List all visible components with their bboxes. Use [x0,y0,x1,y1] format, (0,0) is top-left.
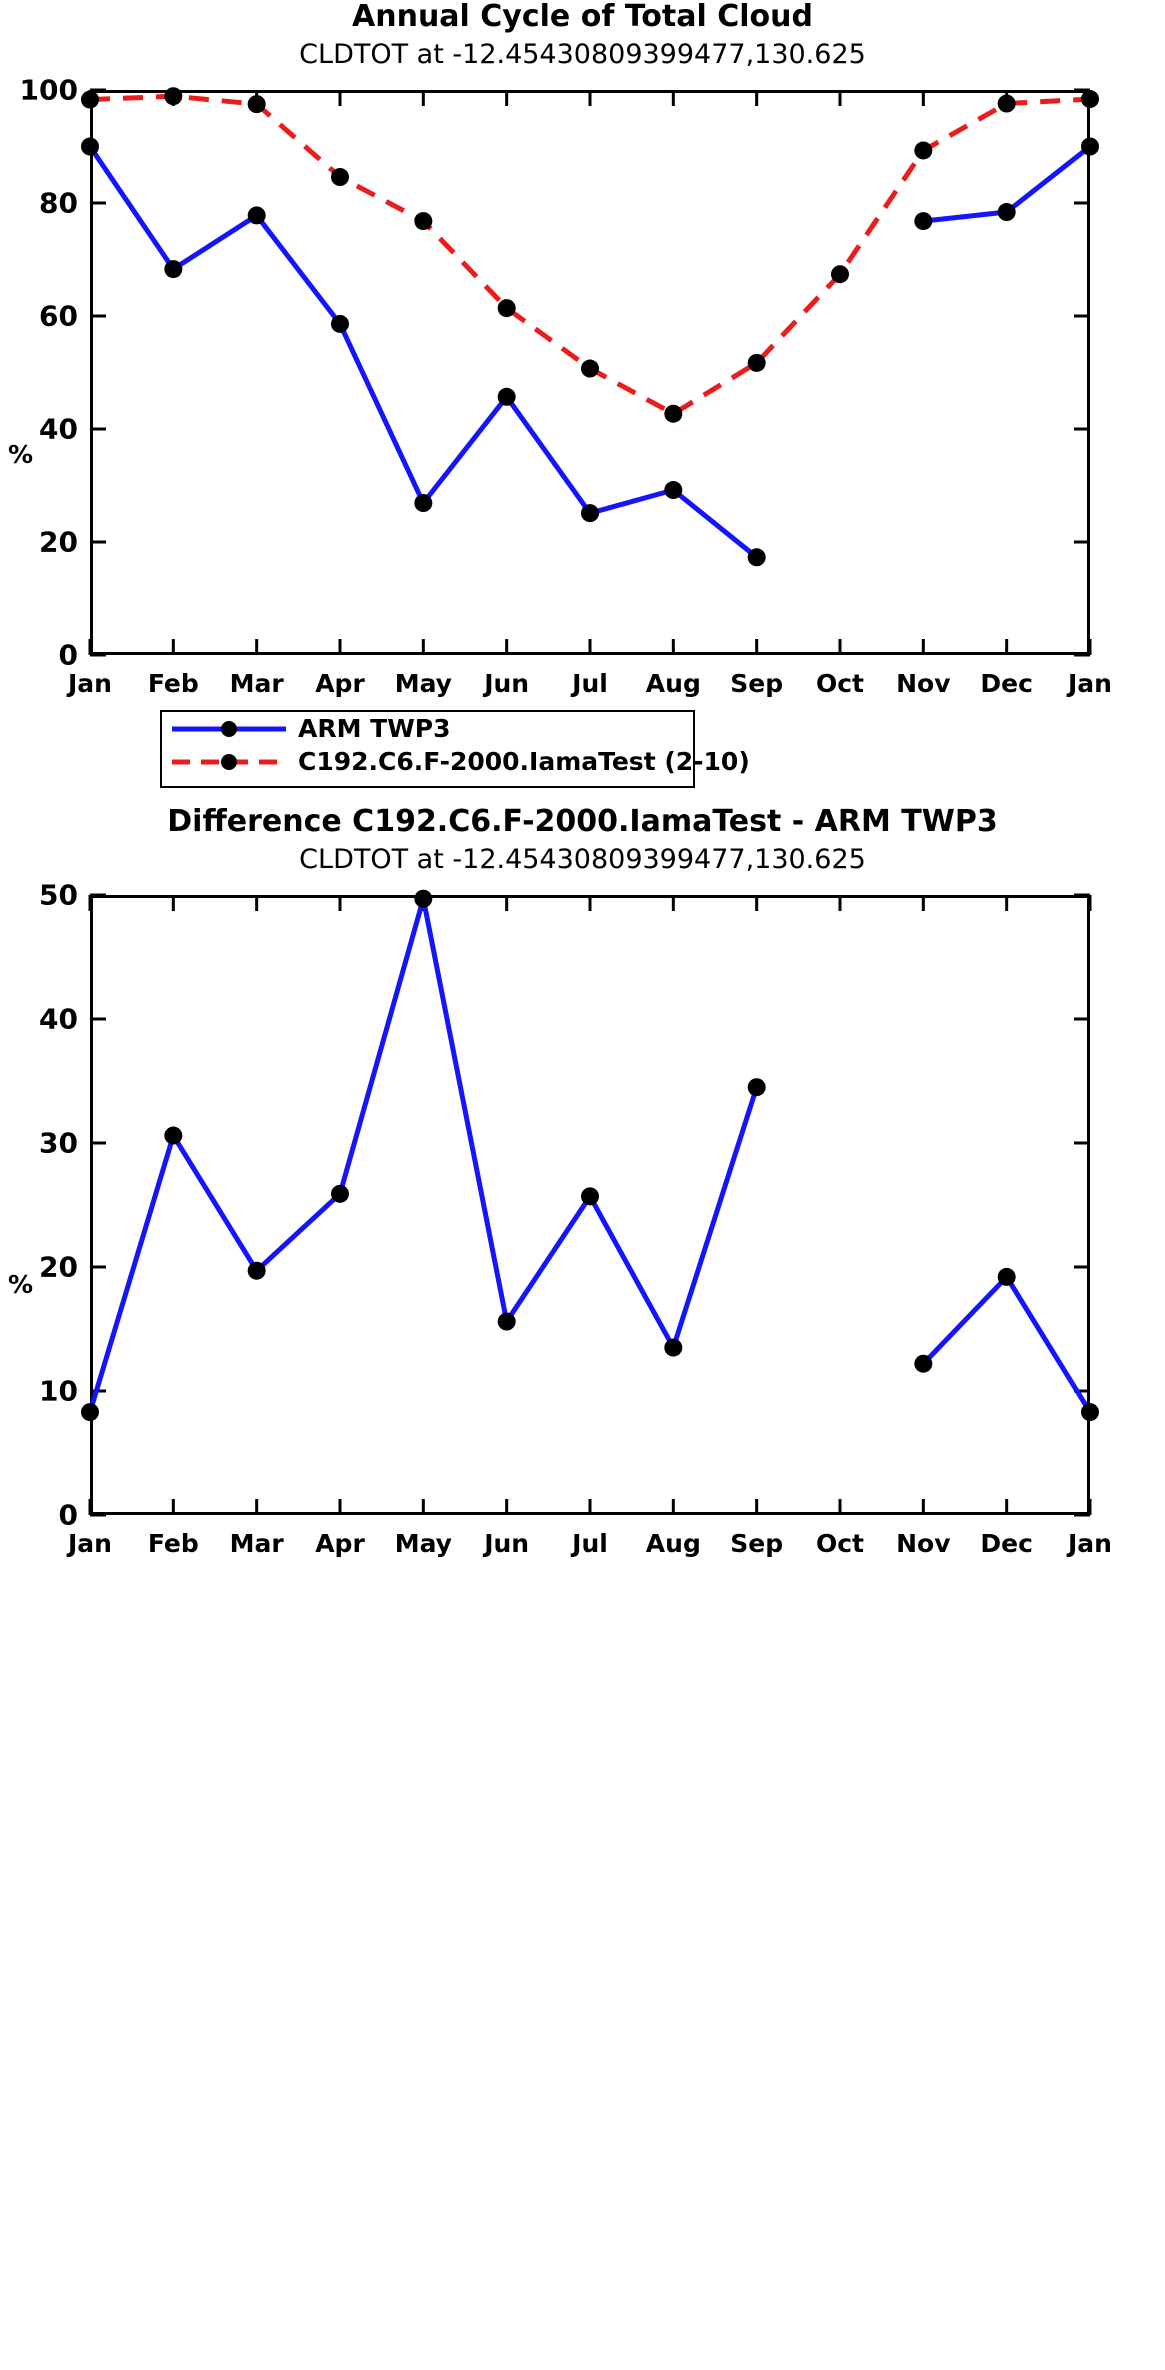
chart-legend [160,710,750,788]
y-tick-label: 80 [39,186,78,220]
top-chart-title: Annual Cycle of Total Cloud [352,0,813,34]
legend-swatch-dashed-red [170,749,288,775]
x-tick-label: Feb [147,668,199,698]
bottom-chart-title: Difference C192.C6.F-2000.IamaTest - ARM TWP3 [167,804,998,839]
x-tick-label: Jan [68,1528,112,1558]
x-tick-label: Apr [315,1528,365,1558]
x-tick-label: Mar [229,668,284,698]
x-tick-label: Jan [1068,1528,1112,1558]
bottom-plot-wrap [0,878,1165,1585]
y-tick-label: 0 [58,638,78,672]
bottom-chart-block [0,805,1165,1585]
x-tick-label: Aug [645,668,701,698]
x-tick-label: Jul [572,1528,608,1558]
y-tick-label: 60 [39,299,78,333]
y-tick-label: 20 [39,1250,78,1284]
legend-label-model: C192.C6.F-2000.IamaTest (2-10) [298,747,750,776]
x-tick-label: Dec [980,668,1033,698]
x-tick-label: Feb [147,1528,199,1558]
x-tick-label: Oct [815,1528,865,1558]
y-tick-label: 20 [39,525,78,559]
x-tick-label: Jan [1068,668,1112,698]
x-tick-label: Aug [645,1528,701,1558]
y-tick-label: 10 [39,1374,78,1408]
x-tick-label: Jan [68,668,112,698]
x-tick-label: May [394,1528,452,1558]
x-tick-label: Nov [896,668,951,698]
bottom-chart-canvas [0,885,1165,1585]
x-tick-label: Oct [815,668,865,698]
x-tick-label: Nov [896,1528,951,1558]
top-y-axis-label: % [8,439,34,469]
top-chart-block [0,0,1165,776]
top-plot-wrap [0,73,1165,720]
x-tick-label: Jun [484,668,530,698]
x-tick-label: Sep [730,1528,784,1558]
x-tick-label: May [394,668,452,698]
legend-item-arm [162,712,693,745]
x-tick-label: Sep [730,668,784,698]
x-tick-label: Apr [315,668,365,698]
bottom-y-axis-label: % [8,1269,34,1299]
y-tick-label: 0 [58,1498,78,1532]
x-tick-label: Mar [229,1528,284,1558]
x-tick-label: Dec [980,1528,1033,1558]
y-tick-label: 30 [39,1126,78,1160]
top-chart-subtitle: CLDTOT at -12.45430809399477,130.625 [299,39,866,70]
top-chart-canvas [0,80,1165,720]
y-tick-label: 50 [39,878,78,912]
x-tick-label: Jun [484,1528,530,1558]
y-tick-label: 40 [39,1002,78,1036]
y-tick-label: 100 [19,73,78,107]
legend-label-arm: ARM TWP3 [298,714,451,743]
y-tick-label: 40 [39,412,78,446]
legend-swatch-solid-blue [170,716,288,742]
x-tick-label: Jul [572,668,608,698]
legend-item-model [162,745,750,778]
bottom-chart-subtitle: CLDTOT at -12.45430809399477,130.625 [299,844,866,875]
